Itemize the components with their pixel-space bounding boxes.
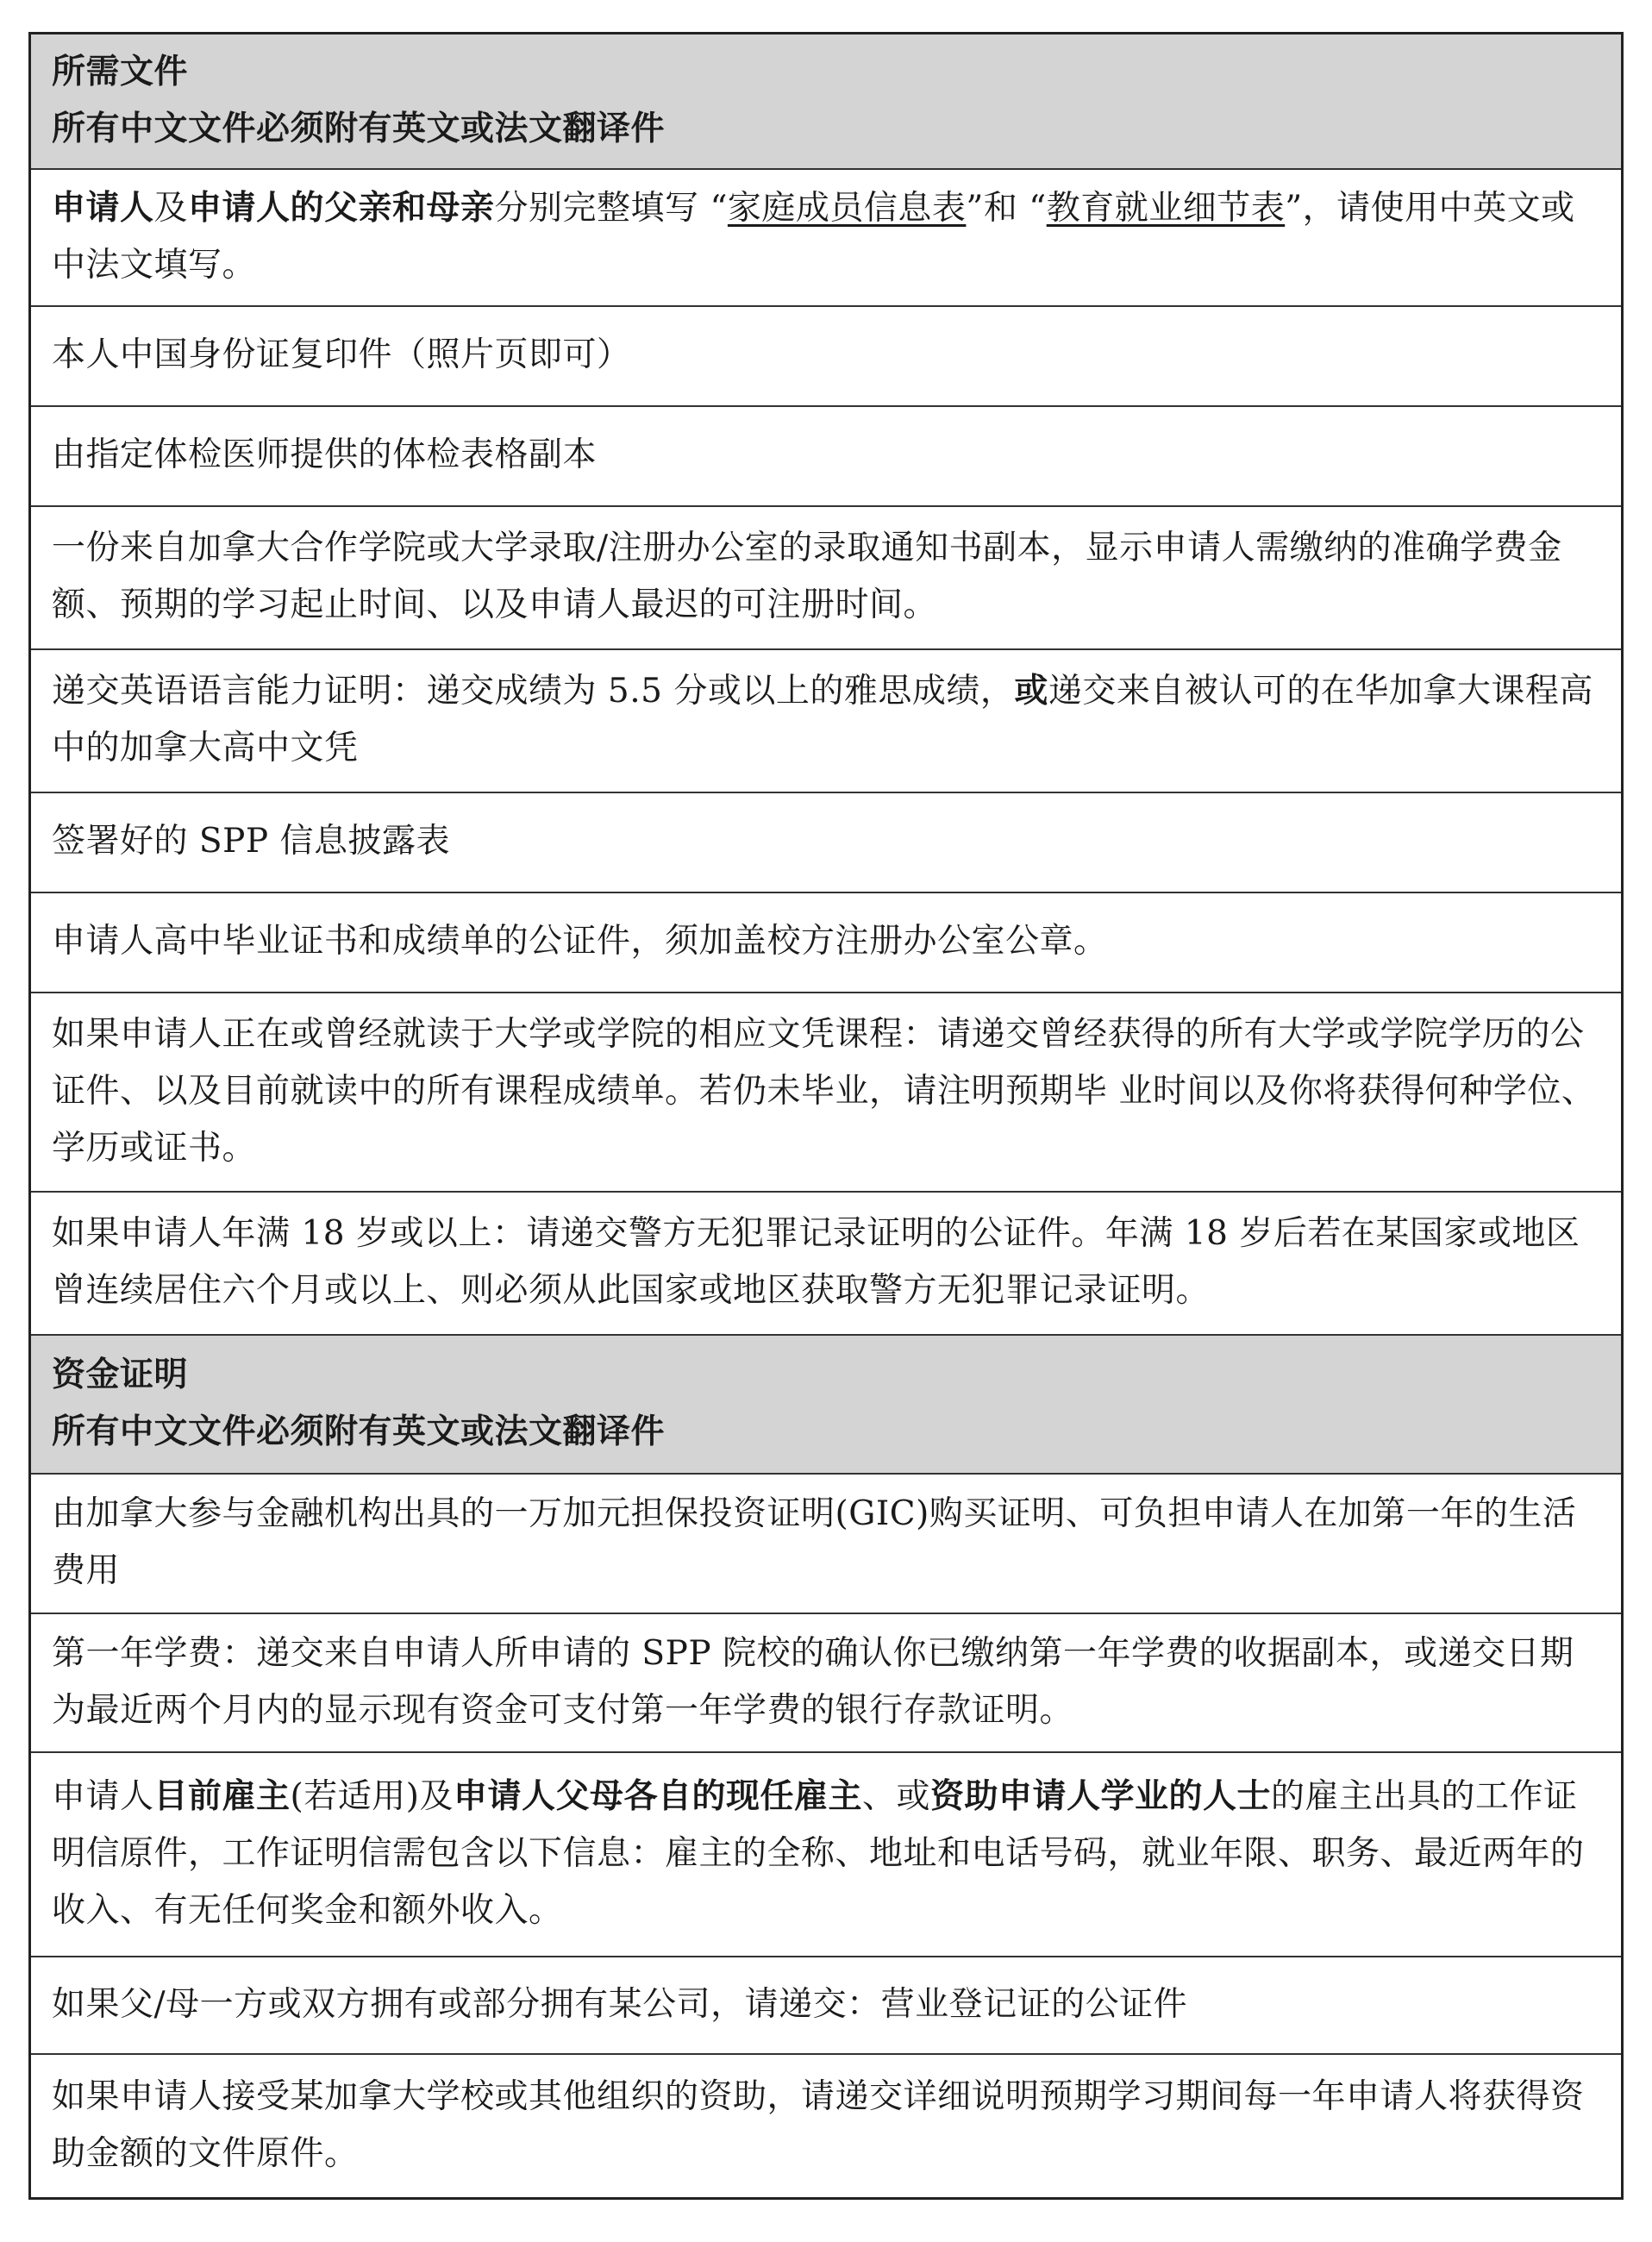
requirement-row-family-forms (31, 170, 1621, 307)
text-fragment: 分别完整填写 “ (494, 188, 728, 228)
requirement-text (52, 180, 1600, 294)
funds-row-employment-letter (31, 1753, 1621, 1957)
text-fragment: ”和 “ (966, 188, 1047, 228)
funds-row-scholarship (31, 2055, 1621, 2197)
text-fragment: ”，请使用中英文或中法文填写。 (52, 188, 1575, 285)
requirement-text: 如果申请人年满 18 岁或以上：请递交警方无犯罪记录证明的公证件。年满 18 岁后若在某国家或地区曾连续居住六个月或以上、则必须从此国家或地区获取警方无犯罪记录证明。 (52, 1214, 1580, 1310)
text-fragment: 递交英语语言能力证明：递交成绩为 5.5 分或以上的雅思成绩， (52, 672, 1015, 711)
requirement-row-police-record (31, 1193, 1621, 1336)
funds-row-business-license (31, 1957, 1621, 2055)
section-title: 所需文件 (52, 52, 189, 91)
text-fragment: 、或 (861, 1776, 930, 1816)
requirement-text (52, 1769, 1600, 1939)
bold-text-current-employer: 目前雇主 (153, 1776, 291, 1816)
education-employment-form-link[interactable]: 教育就业细节表 (1046, 188, 1286, 228)
text-fragment: (若适用)及 (290, 1776, 454, 1816)
requirement-text: 本人中国身份证复印件（照片页即可） (52, 335, 631, 374)
requirement-text: 由加拿大参与金融机构出具的一万加元担保投资证明(GIC)购买证明、可负担申请人在加第一年的生活费用 (52, 1494, 1577, 1590)
requirement-text: 如果申请人正在或曾经就读于大学或学院的相应文凭课程：请递交曾经获得的所有大学或学院学历的公证件、以及目前就读中的所有课程成绩单。若仍未毕业，请注明预期毕 业时间以及你将获得何种学位、学历或证书。 (52, 1014, 1596, 1168)
section-subtitle: 所有中文文件必须附有英文或法文翻译件 (52, 109, 666, 148)
requirement-text: 第一年学费：递交来自申请人所申请的 SPP 院校的确认你已缴纳第一年学费的收据副本，或递交日期为最近两个月内的显示现有资金可支付第一年学费的银行存款证明。 (52, 1633, 1574, 1730)
requirement-row-diploma (31, 893, 1621, 993)
requirement-text: 签署好的 SPP 信息披露表 (52, 822, 450, 861)
requirement-row-id-copy (31, 307, 1621, 407)
requirement-row-language (31, 650, 1621, 793)
requirement-text: 由指定体检医师提供的体检表格副本 (52, 435, 598, 474)
text-fragment: 申请人 (52, 1776, 154, 1816)
requirement-row-college-transcripts (31, 993, 1621, 1193)
bold-text-parents: 申请人的父亲和母亲 (188, 188, 495, 228)
section-header-required-docs (31, 34, 1621, 170)
bold-text-or: 或 (1014, 672, 1048, 711)
section-subtitle: 所有中文文件必须附有英文或法文翻译件 (52, 1412, 666, 1451)
family-info-form-link[interactable]: 家庭成员信息表 (727, 188, 967, 228)
requirement-row-spp-disclosure (31, 793, 1621, 893)
requirement-text: 申请人高中毕业证书和成绩单的公证件，须加盖校方注册办公室公章。 (52, 922, 1108, 961)
requirement-text: 如果父/母一方或双方拥有或部分拥有某公司，请递交：营业登记证的公证件 (52, 1984, 1188, 2024)
requirements-table (28, 32, 1624, 2200)
bold-text-sponsor: 资助申请人学业的人士 (930, 1776, 1272, 1816)
section-header-funds (31, 1336, 1621, 1475)
text-fragment: 递交来自被认可的在华加拿大课程高中的加拿大高中文凭 (52, 672, 1593, 767)
bold-text-applicant: 申请人 (52, 188, 154, 228)
requirement-text: 如果申请人接受某加拿大学校或其他组织的资助，请递交详细说明预期学习期间每一年申请人将获得资助金额的文件原件。 (52, 2076, 1585, 2173)
text-fragment: 及 (153, 188, 189, 228)
funds-row-tuition (31, 1614, 1621, 1753)
bold-text-parents-employers: 申请人父母各自的现任雇主 (453, 1776, 862, 1816)
requirement-row-medical (31, 407, 1621, 507)
requirement-text: 一份来自加拿大合作学院或大学录取/注册办公室的录取通知书副本，显示申请人需缴纳的准确学费金额、预期的学习起止时间、以及申请人最迟的可注册时间。 (52, 529, 1562, 624)
requirement-row-admission-letter (31, 507, 1621, 650)
text-fragment: 的雇主出具的工作证明信原件，工作证明信需包含以下信息：雇主的全称、地址和电话号码，就业年限、职务、最近两年的收入、有无任何奖金和额外收入。 (52, 1776, 1585, 1930)
funds-row-gic (31, 1475, 1621, 1614)
section-title: 资金证明 (52, 1355, 189, 1394)
requirement-text (52, 663, 1600, 777)
